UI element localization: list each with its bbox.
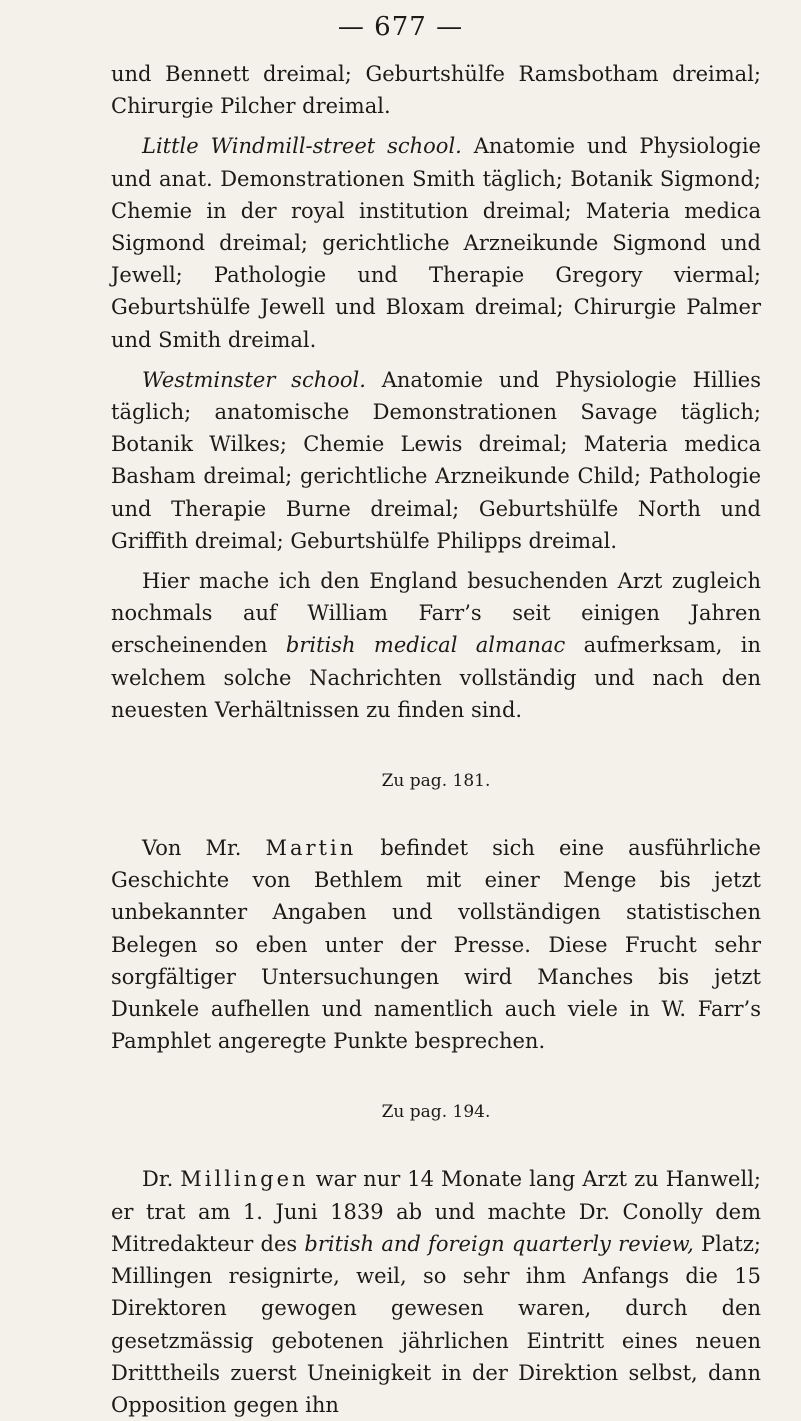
person-name: Martin (265, 836, 357, 861)
paragraph-text: Anatomie und Physiologie Hillies täglich; anatomische Demonstrationen Savage täglich; Botanik Wilkes; Chemie Lewis dreimal; Materia medica Basham dreimal; gerichtliche Arzneikunde Child; Pathologie und Therapie Burne dreimal; Geburtshülfe North und Griffith dreimal; Geburtshülfe Philipps dreimal. (111, 367, 761, 553)
page-number-header: — 677 — (337, 12, 464, 42)
paragraph-text: war nur 14 Monate lang Arzt zu Hanwell; er trat am 1. Juni 1839 ab und machte Dr. Conolly dem Mitredakteur des (111, 1167, 761, 1256)
paragraph-text: und Bennett dreimal; Geburtshülfe Ramsbotham dreimal; Chirurgie Pilcher dreimal. (111, 62, 761, 119)
paragraph-continuation (111, 58, 761, 122)
paragraph-westminster (111, 364, 761, 557)
school-title: Little Windmill-street school. (142, 134, 462, 159)
school-title: Westminster school. (142, 367, 366, 392)
paragraph-text: aufmerksam, in welchem solche Nachrichten vollständig und nach den neuesten Verhältnissen zu finden sind. (111, 633, 761, 722)
publication-title: british medical almanac (285, 633, 566, 658)
paragraph-text: Hier mache ich den England besuchenden Arzt zugleich nochmals auf William Farr’s seit einigen Jahren erscheinenden (111, 569, 761, 658)
paragraph-text: Von Mr. (142, 836, 266, 861)
paragraph-farr-almanac (111, 565, 761, 726)
paragraph-windmill-street (111, 130, 761, 355)
section-heading: Zu pag. 194. (381, 1102, 491, 1123)
paragraph-martin (111, 832, 761, 1057)
paragraph-text: Platz; Millingen resignirte, weil, so sehr ihm Anfangs die 15 Direktoren gewogen gewesen waren, durch den gesetzmässig gebotenen jährlichen Eintritt eines neuen Dritttheils zuerst Uneinigkeit in der Direktion selbst, dann Opposition gegen ihn (111, 1231, 761, 1417)
paragraph-text: Anatomie und Physiologie und anat. Demonstrationen Smith täglich; Botanik Sigmond; Chemie in der royal institution dreimal; Materia medica Sigmond dreimal; gerichtliche Arzneikunde Sigmond und Jewell; Pathologie und Therapie Gregory viermal; Geburtshülfe Jewell und Bloxam dreimal; Chirurgie Palmer und Smith dreimal. (111, 134, 761, 352)
paragraph-millingen (111, 1163, 761, 1421)
paragraph-text: Dr. (142, 1167, 181, 1192)
page-body (111, 58, 761, 1421)
section-heading: Zu pag. 181. (381, 771, 491, 792)
publication-title: british and foreign quarterly review, (304, 1231, 694, 1256)
person-name: Millingen (180, 1167, 309, 1192)
paragraph-text: befindet sich eine ausführliche Geschichte von Bethlem mit einer Menge bis jetzt unbekannter Angaben und vollständigen statistischen Belegen so eben unter der Presse. Diese Frucht sehr sorgfältiger Untersuchungen wird Manches bis jetzt Dunkele aufhellen und namentlich auch viele in W. Farr’s Pamphlet angeregte Punkte besprechen. (111, 836, 761, 1054)
